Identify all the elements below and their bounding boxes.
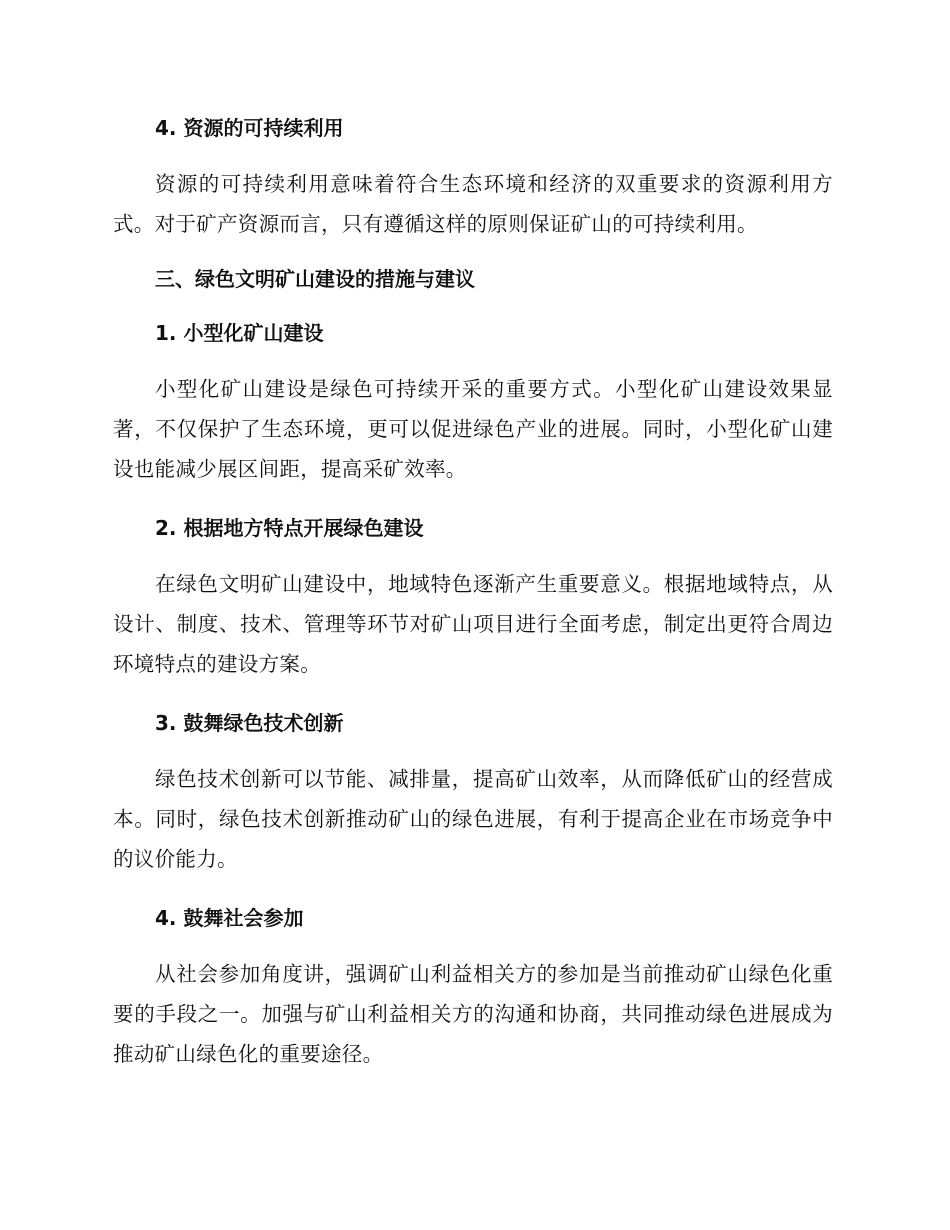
section-heading-small-mines: 1. 小型化矿山建设 (155, 321, 324, 345)
chapter-heading-measures: 三、绿色文明矿山建设的措施与建议 (155, 267, 475, 291)
paragraph-local-features: 在绿色文明矿山建设中，地域特色逐渐产生重要意义。根据地域特点，从设计、制度、技术、管理等环节对矿山项目进行全面考虑，制定出更符合周边环境特点的建设方案。 (113, 572, 833, 676)
section-heading-social-participation: 4. 鼓舞社会参加 (155, 906, 304, 930)
paragraph-green-tech: 绿色技术创新可以节能、减排量，提高矿山效率，从而降低矿山的经营成本。同时，绿色技术创新推动矿山的绿色进展，有利于提高企业在市场竞争中的议价能力。 (113, 767, 833, 871)
paragraph-resource-sustainability: 资源的可持续利用意味着符合生态环境和经济的双重要求的资源利用方式。对于矿产资源而言，只有遵循这样的原则保证矿山的可持续利用。 (113, 172, 833, 236)
paragraph-social-participation: 从社会参加角度讲，强调矿山利益相关方的参加是当前推动矿山绿色化重要的手段之一。加强与矿山利益相关方的沟通和协商，共同推动绿色进展成为推动矿山绿色化的重要途径。 (113, 962, 833, 1066)
paragraph-small-mines: 小型化矿山建设是绿色可持续开采的重要方式。小型化矿山建设效果显著，不仅保护了生态环境，更可以促进绿色产业的进展。同时，小型化矿山建设也能减少展区间距，提高采矿效率。 (113, 377, 833, 481)
section-heading-resource-sustainability: 4. 资源的可持续利用 (155, 116, 344, 140)
section-heading-green-tech: 3. 鼓舞绿色技术创新 (155, 711, 344, 735)
section-heading-local-features: 2. 根据地方特点开展绿色建设 (155, 516, 424, 540)
